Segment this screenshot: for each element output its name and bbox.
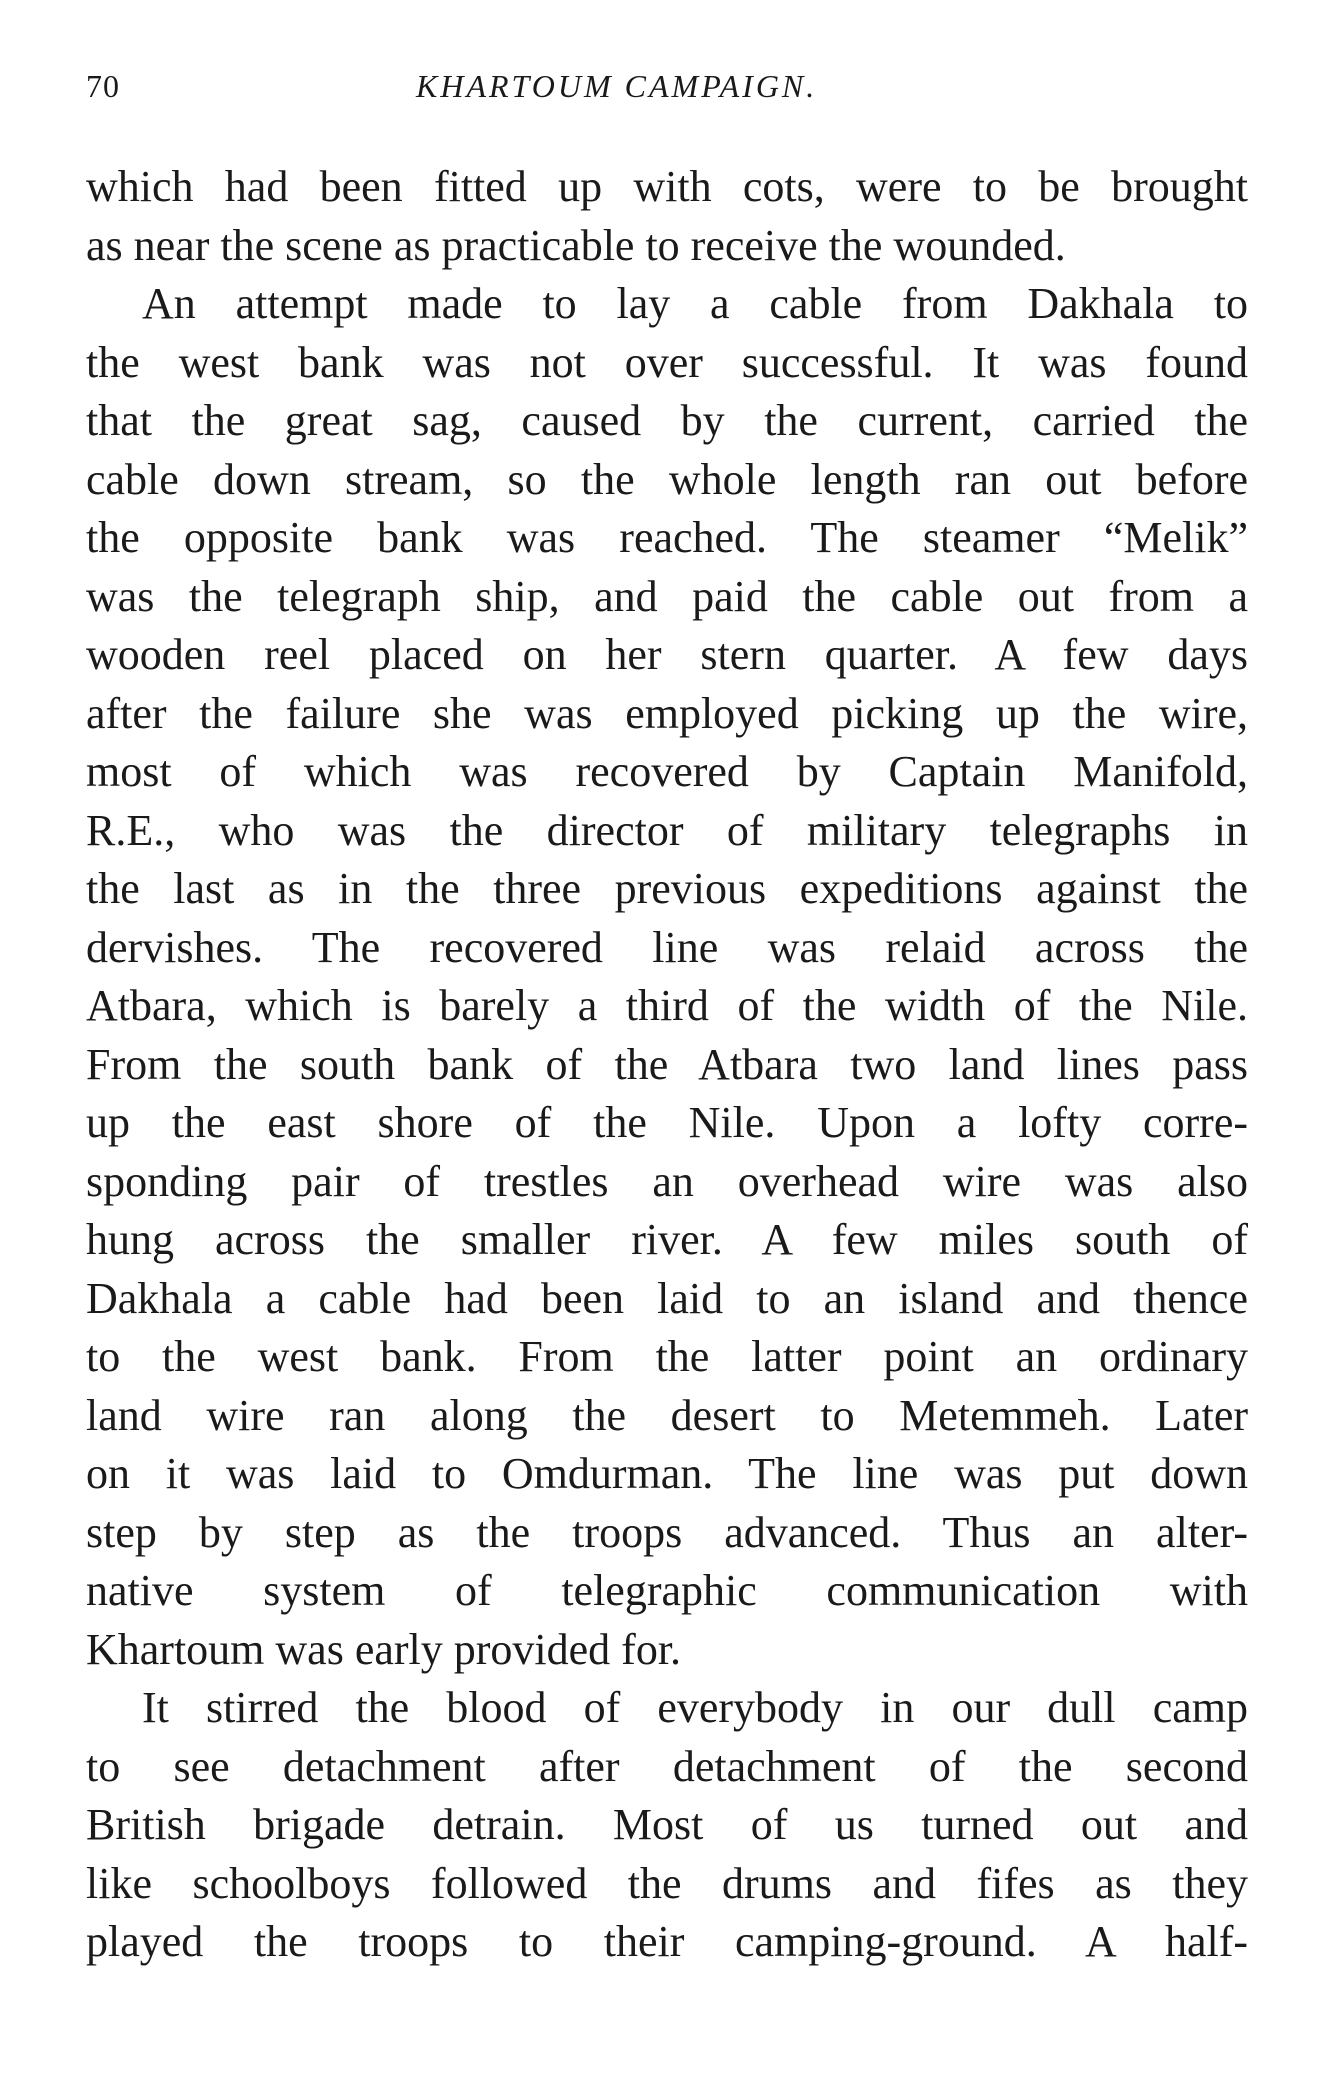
text-line: after the failure she was employed picking up the wire, bbox=[86, 688, 1248, 738]
text-line: most of which was recovered by Captain Manifold, bbox=[86, 747, 1248, 796]
text-line: the last as in the three previous expeditions against the bbox=[86, 864, 1248, 913]
text-line: R.E., who was the director of military telegraphs in bbox=[86, 805, 1248, 855]
text-line: dervishes. The recovered line was relaid across the bbox=[86, 922, 1248, 972]
text-line: Dakhala a cable had been laid to an island and thence bbox=[86, 1273, 1248, 1323]
text-line: land wire ran along the desert to Metemmeh. Later bbox=[86, 1390, 1248, 1440]
text-line: Atbara, which is barely a third of the width of the Nile. bbox=[86, 981, 1248, 1030]
text-line: native system of telegraphic communication with bbox=[86, 1566, 1248, 1615]
text-line: on it was laid to Omdurman. The line was put down bbox=[86, 1449, 1248, 1498]
text-line: played the troops to their camping-ground. A half- bbox=[86, 1917, 1248, 1966]
text-line: cable down stream, so the whole length ran out before bbox=[86, 454, 1248, 504]
text-line: step by step as the troops advanced. Thus an alter- bbox=[86, 1507, 1248, 1557]
text-line: as near the scene as practicable to receive the wounded. bbox=[86, 220, 1066, 270]
page-number: 70 bbox=[86, 68, 120, 104]
text-line: British brigade detrain. Most of us turned out and bbox=[86, 1800, 1248, 1849]
text-line: the west bank was not over successful. It was found bbox=[86, 337, 1248, 387]
text-line: that the great sag, caused by the current, carried the bbox=[86, 396, 1248, 445]
text-line: An attempt made to lay a cable from Dakhala to bbox=[142, 279, 1248, 328]
text-line: was the telegraph ship, and paid the cable out from a bbox=[86, 571, 1248, 621]
text-line: sponding pair of trestles an overhead wire was also bbox=[86, 1156, 1248, 1206]
text-line: like schoolboys followed the drums and fifes as they bbox=[86, 1858, 1248, 1908]
running-head bbox=[86, 68, 1248, 108]
text-line: to the west bank. From the latter point an ordinary bbox=[86, 1332, 1248, 1381]
text-line: Khartoum was early provided for. bbox=[86, 1624, 682, 1674]
text-line: up the east shore of the Nile. Upon a lofty corre- bbox=[86, 1098, 1248, 1147]
text-line: It stirred the blood of everybody in our dull camp bbox=[142, 1683, 1248, 1732]
text-line: the opposite bank was reached. The steamer “Melik” bbox=[86, 513, 1248, 562]
text-line: hung across the smaller river. A few miles south of bbox=[86, 1215, 1248, 1264]
running-title: KHARTOUM CAMPAIGN. bbox=[416, 68, 818, 104]
body-text bbox=[86, 158, 1248, 1972]
text-line: wooden reel placed on her stern quarter. A few days bbox=[86, 630, 1248, 679]
text-line: to see detachment after detachment of the second bbox=[86, 1741, 1248, 1791]
text-line: which had been fitted up with cots, were to be brought bbox=[86, 162, 1248, 211]
text-line: From the south bank of the Atbara two land lines pass bbox=[86, 1039, 1248, 1089]
